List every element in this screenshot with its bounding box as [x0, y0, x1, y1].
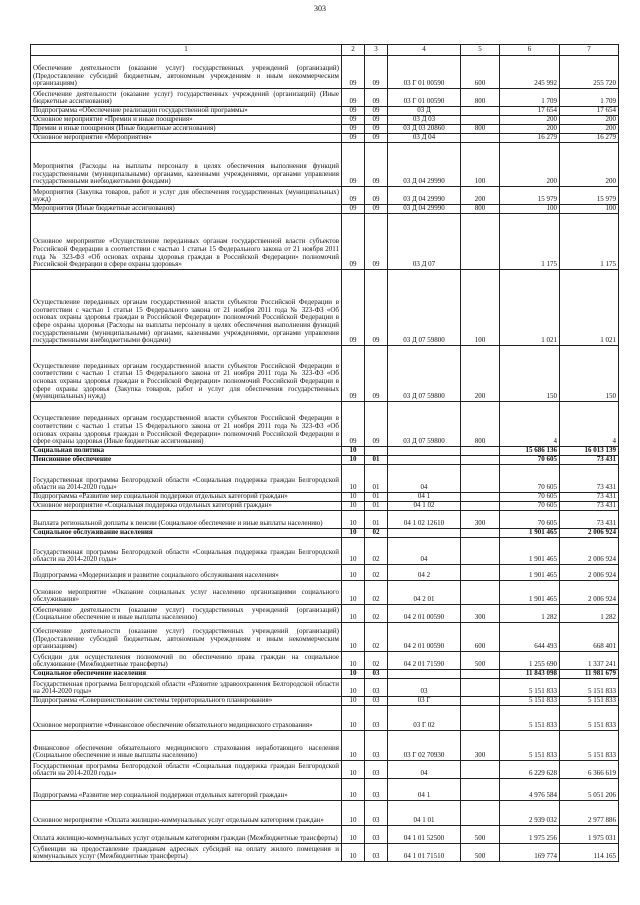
amount-year-2: 73 431 — [560, 465, 619, 493]
subsection-code: 09 — [365, 346, 388, 402]
section-code: 10 — [342, 706, 365, 731]
subsection-code: 03 — [365, 706, 388, 731]
subsection-code: 09 — [365, 134, 388, 143]
row-name: Оплата жилищно-коммунальных услуг отдельным категориям граждан (Межбюджетные трансферты) — [31, 826, 342, 844]
section-code: 09 — [342, 143, 365, 187]
table-row — [31, 826, 619, 844]
expense-type-code: 300 — [461, 731, 500, 761]
row-name: Государственная программа Белгородской области «Социальная поддержка граждан Белгородской области на 2014-2020 годы» — [31, 761, 342, 779]
table-row — [31, 605, 619, 623]
amount-year-1: 100 — [500, 205, 560, 214]
section-code: 10 — [342, 779, 365, 801]
expense-type-code: 300 — [461, 511, 500, 529]
section-code: 10 — [342, 697, 365, 706]
amount-year-2: 16 279 — [560, 134, 619, 143]
amount-year-1: 200 — [500, 143, 560, 187]
section-code: 10 — [342, 731, 365, 761]
amount-year-2: 200 — [560, 143, 619, 187]
amount-year-1: 70 605 — [500, 456, 560, 465]
table-row — [31, 187, 619, 205]
expense-type-code: 100 — [461, 143, 500, 187]
target-article-code: 03 Д 04 29990 — [388, 187, 461, 205]
table-row — [31, 56, 619, 89]
amount-year-2: 2 006 924 — [560, 565, 619, 581]
table-row — [31, 502, 619, 511]
table-row — [31, 346, 619, 402]
target-article-code: 03 Г 01 00590 — [388, 89, 461, 107]
target-article-code: 04 1 01 — [388, 801, 461, 826]
amount-year-1: 200 — [500, 125, 560, 134]
section-code: 10 — [342, 623, 365, 652]
expense-type-code — [461, 761, 500, 779]
amount-year-2: 1 975 031 — [560, 826, 619, 844]
table-row — [31, 465, 619, 493]
row-name: Социальное обслуживание населения — [31, 529, 342, 538]
amount-year-2: 6 366 619 — [560, 761, 619, 779]
row-name: Мероприятия (Закупка товаров, работ и услуг для обеспечения государственных (муниципальных) нужд) — [31, 187, 342, 205]
expense-type-code: 800 — [461, 205, 500, 214]
expense-type-code — [461, 670, 500, 679]
row-name: Государственная программа Белгородской области «Социальная поддержка граждан Белгородской области на 2014-2020 годы» — [31, 465, 342, 493]
target-article-code: 03 Д 04 29990 — [388, 143, 461, 187]
amount-year-2: 200 — [560, 116, 619, 125]
amount-year-2: 100 — [560, 205, 619, 214]
amount-year-2: 1 709 — [560, 89, 619, 107]
expense-type-code — [461, 502, 500, 511]
expense-type-code: 200 — [461, 187, 500, 205]
target-article-code: 03 Д 07 — [388, 214, 461, 270]
section-code: 10 — [342, 529, 365, 538]
amount-year-2: 16 013 139 — [560, 447, 619, 456]
amount-year-2: 114 165 — [560, 844, 619, 862]
amount-year-2: 73 431 — [560, 502, 619, 511]
row-name: Субвенции на предоставление гражданам адресных субсидий на оплату жилого помещения и коммунальных услуг (Межбюджетные трансферты) — [31, 844, 342, 862]
subsection-code: 01 — [365, 465, 388, 493]
amount-year-2: 15 979 — [560, 187, 619, 205]
section-code: 10 — [342, 565, 365, 581]
table-body — [31, 56, 619, 862]
amount-year-1: 644 493 — [500, 623, 560, 652]
row-name: Подпрограмма «Модернизация и развитие социального обслуживания населения» — [31, 565, 342, 581]
amount-year-1: 169 774 — [500, 844, 560, 862]
table-row — [31, 143, 619, 187]
expense-type-code — [461, 493, 500, 502]
expense-type-code: 500 — [461, 826, 500, 844]
amount-year-1: 1 175 — [500, 214, 560, 270]
column-header-4: 4 — [388, 45, 461, 56]
amount-year-1: 6 229 628 — [500, 761, 560, 779]
section-code: 10 — [342, 502, 365, 511]
expense-type-code: 500 — [461, 652, 500, 670]
amount-year-2: 200 — [560, 125, 619, 134]
subsection-code: 01 — [365, 511, 388, 529]
expense-type-code: 800 — [461, 402, 500, 447]
table-row — [31, 844, 619, 862]
table-row — [31, 134, 619, 143]
table-row — [31, 623, 619, 652]
budget-table — [30, 44, 619, 862]
row-name: Обеспечение деятельности (оказание услуг) государственных учреждений (организаций) (Иные бюджетные ассигнования) — [31, 89, 342, 107]
row-name: Обеспечение деятельности (оказание услуг) государственных учреждений (организаций) (Предоставление субсидий бюджетным, автономным учреждениям и иным некоммерческим организациям) — [31, 56, 342, 89]
row-name: Осуществление переданных органам государственной власти субъектов Российской Федерации в соответствии с частью 1 статьи 15 Федерального закона от 21 ноября 2011 года № 323-ФЗ «Об основах охраны здоровья граждан в Российской Федерации» полномочий Российской Федерации в сфере охраны здоровья (Закупка товаров, работ и услуг для обеспечения государственных (муниципальных) нужд) — [31, 346, 342, 402]
amount-year-1: 15 979 — [500, 187, 560, 205]
target-article-code: 04 1 — [388, 779, 461, 801]
amount-year-2: 255 720 — [560, 56, 619, 89]
amount-year-2: 5 151 833 — [560, 731, 619, 761]
expense-type-code — [461, 214, 500, 270]
amount-year-1: 1 709 — [500, 89, 560, 107]
section-code: 10 — [342, 465, 365, 493]
row-name: Основное мероприятие «Финансовое обеспечение обязательного медицинского страхования» — [31, 706, 342, 731]
amount-year-1: 70 605 — [500, 502, 560, 511]
section-code: 09 — [342, 89, 365, 107]
table-row — [31, 89, 619, 107]
amount-year-2: 668 401 — [560, 623, 619, 652]
row-name: Осуществление переданных органам государственной власти субъектов Российской Федерации в соответствии с частью 1 статьи 15 Федерального закона от 21 ноября 2011 года № 323-ФЗ «Об основах охраны здоровья граждан в Российской Федерации» полномочий Российской Федерации в сфере охраны здоровья (Иные бюджетные ассигнования) — [31, 402, 342, 447]
section-code: 09 — [342, 270, 365, 346]
subsection-code: 02 — [365, 565, 388, 581]
row-name: Основное мероприятие «Осуществление переданных органам государственной власти субъектов Российской Федерации в соответствии с частью 1 статьи 15 Федерального закона от 21 ноября 2011 года № 323-ФЗ «Об основах охраны здоровья граждан в Российской Федерации» полномочий Российской Федерации в сфере охраны здоровья» — [31, 214, 342, 270]
table-row — [31, 670, 619, 679]
target-article-code: 04 2 — [388, 565, 461, 581]
expense-type-code — [461, 447, 500, 456]
row-name: Подпрограмма «Совершенствование системы территориального планирования» — [31, 697, 342, 706]
expense-type-code: 600 — [461, 56, 500, 89]
target-article-code: 04 2 01 00590 — [388, 605, 461, 623]
row-name: Социальное обеспечение населения — [31, 670, 342, 679]
target-article-code: 04 1 — [388, 493, 461, 502]
row-name: Основное мероприятие «Мероприятия» — [31, 134, 342, 143]
expense-type-code — [461, 465, 500, 493]
subsection-code: 09 — [365, 270, 388, 346]
table-row — [31, 801, 619, 826]
amount-year-2: 2 006 924 — [560, 581, 619, 605]
target-article-code: 03 Д 03 — [388, 116, 461, 125]
amount-year-2: 2 006 924 — [560, 538, 619, 565]
expense-type-code — [461, 697, 500, 706]
section-code: 09 — [342, 116, 365, 125]
amount-year-2: 2 977 886 — [560, 801, 619, 826]
row-name: Обеспечение деятельности (оказание услуг) государственных учреждений (организаций) (Социальное обеспечение и иные выплаты населению) — [31, 605, 342, 623]
amount-year-2: 11 981 679 — [560, 670, 619, 679]
target-article-code: 04 2 01 — [388, 581, 461, 605]
subsection-code: 03 — [365, 679, 388, 697]
expense-type-code — [461, 565, 500, 581]
subsection-code: 09 — [365, 205, 388, 214]
row-name: Финансовое обеспечение обязательного медицинского страхования неработающего населения (Социальное обеспечение и иные выплаты населению) — [31, 731, 342, 761]
subsection-code: 01 — [365, 493, 388, 502]
row-name: Субсидии для осуществления полномочий по обеспечению права граждан на социальное обслуживание (Межбюджетные трансферты) — [31, 652, 342, 670]
amount-year-2: 5 151 833 — [560, 706, 619, 731]
table-row — [31, 706, 619, 731]
subsection-code: 03 — [365, 826, 388, 844]
expense-type-code — [461, 538, 500, 565]
row-name: Подпрограмма «Обеспечение реализации государственной программы» — [31, 107, 342, 116]
amount-year-1: 1 975 256 — [500, 826, 560, 844]
expense-type-code — [461, 107, 500, 116]
amount-year-2: 73 431 — [560, 511, 619, 529]
target-article-code: 03 Д 07 59800 — [388, 270, 461, 346]
amount-year-1: 17 654 — [500, 107, 560, 116]
expense-type-code: 800 — [461, 89, 500, 107]
table-row — [31, 205, 619, 214]
subsection-code: 02 — [365, 605, 388, 623]
amount-year-2: 150 — [560, 346, 619, 402]
subsection-code: 03 — [365, 697, 388, 706]
table-row — [31, 538, 619, 565]
expense-type-code — [461, 581, 500, 605]
table-row — [31, 447, 619, 456]
amount-year-1: 4 — [500, 402, 560, 447]
table-row — [31, 107, 619, 116]
target-article-code: 03 Д 07 59800 — [388, 402, 461, 447]
amount-year-2: 5 051 206 — [560, 779, 619, 801]
expense-type-code: 800 — [461, 125, 500, 134]
row-name: Пенсионное обеспечение — [31, 456, 342, 465]
subsection-code: 02 — [365, 529, 388, 538]
column-header-2: 2 — [342, 45, 365, 56]
column-header-6: 6 — [500, 45, 560, 56]
target-article-code: 03 Д 07 59800 — [388, 346, 461, 402]
section-code: 10 — [342, 679, 365, 697]
expense-type-code — [461, 706, 500, 731]
target-article-code: 04 — [388, 538, 461, 565]
target-article-code — [388, 456, 461, 465]
target-article-code: 04 1 02 — [388, 502, 461, 511]
table-row — [31, 581, 619, 605]
target-article-code — [388, 529, 461, 538]
table-row — [31, 125, 619, 134]
section-code: 10 — [342, 761, 365, 779]
subsection-code: 03 — [365, 844, 388, 862]
expense-type-code: 100 — [461, 270, 500, 346]
section-code: 10 — [342, 801, 365, 826]
target-article-code: 03 Г — [388, 697, 461, 706]
amount-year-2: 73 431 — [560, 456, 619, 465]
subsection-code: 09 — [365, 107, 388, 116]
amount-year-1: 200 — [500, 116, 560, 125]
target-article-code: 03 — [388, 679, 461, 697]
target-article-code: 04 — [388, 465, 461, 493]
amount-year-2: 1 337 241 — [560, 652, 619, 670]
subsection-code: 01 — [365, 502, 388, 511]
amount-year-1: 4 976 584 — [500, 779, 560, 801]
header-row — [31, 45, 619, 56]
section-code: 09 — [342, 125, 365, 134]
row-name: Подпрограмма «Развитие мер социальной поддержки отдельных категорий граждан» — [31, 493, 342, 502]
amount-year-2: 2 006 924 — [560, 529, 619, 538]
target-article-code: 04 2 01 00590 — [388, 623, 461, 652]
amount-year-2: 1 282 — [560, 605, 619, 623]
target-article-code: 03 Д 04 29990 — [388, 205, 461, 214]
column-header-5: 5 — [461, 45, 500, 56]
subsection-code — [365, 447, 388, 456]
section-code: 09 — [342, 134, 365, 143]
table-row — [31, 779, 619, 801]
subsection-code: 09 — [365, 116, 388, 125]
target-article-code: 04 1 01 52500 — [388, 826, 461, 844]
expense-type-code: 500 — [461, 844, 500, 862]
subsection-code: 09 — [365, 402, 388, 447]
section-code: 10 — [342, 538, 365, 565]
subsection-code: 09 — [365, 56, 388, 89]
amount-year-1: 245 992 — [500, 56, 560, 89]
table-row — [31, 529, 619, 538]
subsection-code: 03 — [365, 801, 388, 826]
expense-type-code — [461, 801, 500, 826]
subsection-code: 09 — [365, 89, 388, 107]
amount-year-2: 17 654 — [560, 107, 619, 116]
subsection-code: 03 — [365, 670, 388, 679]
row-name: Мероприятия (Расходы на выплаты персоналу в целях обеспечения выполнения функций государственными (муниципальными) органами, казенными учреждениями, органами управления государственными внебюджетными фондами) — [31, 143, 342, 187]
target-article-code: 03 Д — [388, 107, 461, 116]
section-code: 10 — [342, 652, 365, 670]
section-code: 10 — [342, 605, 365, 623]
amount-year-1: 1 021 — [500, 270, 560, 346]
target-article-code: 03 Д 04 — [388, 134, 461, 143]
target-article-code: 03 Г 02 70930 — [388, 731, 461, 761]
section-code: 09 — [342, 205, 365, 214]
amount-year-1: 70 605 — [500, 465, 560, 493]
amount-year-1: 15 686 136 — [500, 447, 560, 456]
section-code: 09 — [342, 214, 365, 270]
row-name: Государственная программа Белгородской области «Социальная поддержка граждан Белгородской области на 2014-2020 годы» — [31, 538, 342, 565]
target-article-code: 03 Д 03 20860 — [388, 125, 461, 134]
amount-year-1: 1 901 465 — [500, 565, 560, 581]
subsection-code: 09 — [365, 125, 388, 134]
page-number: 303 — [314, 4, 326, 13]
expense-type-code: 300 — [461, 605, 500, 623]
expense-type-code — [461, 779, 500, 801]
table-row — [31, 761, 619, 779]
amount-year-1: 1 255 690 — [500, 652, 560, 670]
amount-year-2: 5 151 833 — [560, 679, 619, 697]
section-code: 09 — [342, 107, 365, 116]
column-header-1: 1 — [31, 45, 342, 56]
section-code: 09 — [342, 56, 365, 89]
column-header-7: 7 — [560, 45, 619, 56]
amount-year-1: 16 279 — [500, 134, 560, 143]
section-code: 10 — [342, 493, 365, 502]
amount-year-1: 150 — [500, 346, 560, 402]
amount-year-2: 1 021 — [560, 270, 619, 346]
section-code: 09 — [342, 402, 365, 447]
expense-type-code: 200 — [461, 346, 500, 402]
expense-type-code — [461, 116, 500, 125]
row-name: Основное мероприятие «Премии и иные поощрения» — [31, 116, 342, 125]
row-name: Осуществление переданных органам государственной власти субъектов Российской Федерации в соответствии с частью 1 статьи 15 Федерального закона от 21 ноября 2011 года № 323-ФЗ «Об основах охраны здоровья граждан в Российской Федерации» полномочий Российской Федерации в сфере охраны здоровья (Расходы на выплаты персоналу в целях обеспечения выполнения функций государственными (муниципальными) органами, казенными учреждениями, органами управления государственными внебюджетными фондами) — [31, 270, 342, 346]
row-name: Государственная программа Белгородской области «Развитие здравоохранения Белгородской области на 2014-2020 годы» — [31, 679, 342, 697]
row-name: Социальная политика — [31, 447, 342, 456]
subsection-code: 01 — [365, 456, 388, 465]
subsection-code: 09 — [365, 214, 388, 270]
expense-type-code — [461, 456, 500, 465]
subsection-code: 03 — [365, 761, 388, 779]
section-code: 09 — [342, 346, 365, 402]
expense-type-code — [461, 679, 500, 697]
subsection-code: 02 — [365, 652, 388, 670]
section-code: 10 — [342, 581, 365, 605]
amount-year-1: 5 151 833 — [500, 706, 560, 731]
row-name: Основное мероприятие «Оплата жилищно-коммунальных услуг отдельным категориям граждан» — [31, 801, 342, 826]
subsection-code: 09 — [365, 143, 388, 187]
amount-year-2: 5 151 833 — [560, 697, 619, 706]
table-row — [31, 116, 619, 125]
table-row — [31, 493, 619, 502]
subsection-code: 03 — [365, 779, 388, 801]
target-article-code: 04 — [388, 761, 461, 779]
subsection-code: 02 — [365, 623, 388, 652]
table-row — [31, 456, 619, 465]
section-code: 10 — [342, 447, 365, 456]
amount-year-1: 70 605 — [500, 511, 560, 529]
section-code: 10 — [342, 826, 365, 844]
row-name: Основное мероприятие «Оказание социальных услуг населению организациями социального обслуживания» — [31, 581, 342, 605]
amount-year-1: 1 901 465 — [500, 581, 560, 605]
expense-type-code — [461, 134, 500, 143]
amount-year-2: 1 175 — [560, 214, 619, 270]
amount-year-1: 5 151 833 — [500, 679, 560, 697]
section-code: 10 — [342, 511, 365, 529]
amount-year-1: 1 282 — [500, 605, 560, 623]
expense-type-code: 600 — [461, 623, 500, 652]
row-name: Подпрограмма «Развитие мер социальной поддержки отдельных категорий граждан» — [31, 779, 342, 801]
target-article-code: 04 2 01 71590 — [388, 652, 461, 670]
amount-year-2: 73 431 — [560, 493, 619, 502]
section-code: 10 — [342, 456, 365, 465]
amount-year-1: 5 151 833 — [500, 731, 560, 761]
target-article-code — [388, 670, 461, 679]
table-row — [31, 402, 619, 447]
amount-year-1: 11 843 098 — [500, 670, 560, 679]
table-row — [31, 270, 619, 346]
target-article-code: 03 Г 01 00590 — [388, 56, 461, 89]
table-row — [31, 511, 619, 529]
subsection-code: 02 — [365, 581, 388, 605]
amount-year-1: 5 151 833 — [500, 697, 560, 706]
amount-year-2: 4 — [560, 402, 619, 447]
amount-year-1: 70 605 — [500, 493, 560, 502]
section-code: 10 — [342, 670, 365, 679]
amount-year-1: 1 901 465 — [500, 538, 560, 565]
section-code: 10 — [342, 844, 365, 862]
row-name: Выплата региональной доплаты к пенсии (Социальное обеспечение и иные выплаты населению) — [31, 511, 342, 529]
expense-type-code — [461, 529, 500, 538]
table-row — [31, 652, 619, 670]
section-code: 09 — [342, 187, 365, 205]
subsection-code: 03 — [365, 731, 388, 761]
row-name: Мероприятия (Иные бюджетные ассигнования) — [31, 205, 342, 214]
target-article-code: 04 1 01 71510 — [388, 844, 461, 862]
table-row — [31, 214, 619, 270]
target-article-code — [388, 447, 461, 456]
target-article-code: 04 1 02 12610 — [388, 511, 461, 529]
table-row — [31, 697, 619, 706]
subsection-code: 02 — [365, 538, 388, 565]
column-header-3: 3 — [365, 45, 388, 56]
target-article-code: 03 Г 02 — [388, 706, 461, 731]
table-row — [31, 679, 619, 697]
amount-year-1: 1 901 465 — [500, 529, 560, 538]
subsection-code: 09 — [365, 187, 388, 205]
row-name: Премии и иные поощрения (Иные бюджетные ассигнования) — [31, 125, 342, 134]
row-name: Обеспечение деятельности (оказание услуг) государственных учреждений (организаций) (Предоставление субсидий бюджетным, автономным учреждениям и иным некоммерческим организациям) — [31, 623, 342, 652]
table-row — [31, 731, 619, 761]
table-row — [31, 565, 619, 581]
row-name: Основное мероприятие «Социальная поддержка отдельных категорий граждан» — [31, 502, 342, 511]
amount-year-1: 2 939 032 — [500, 801, 560, 826]
